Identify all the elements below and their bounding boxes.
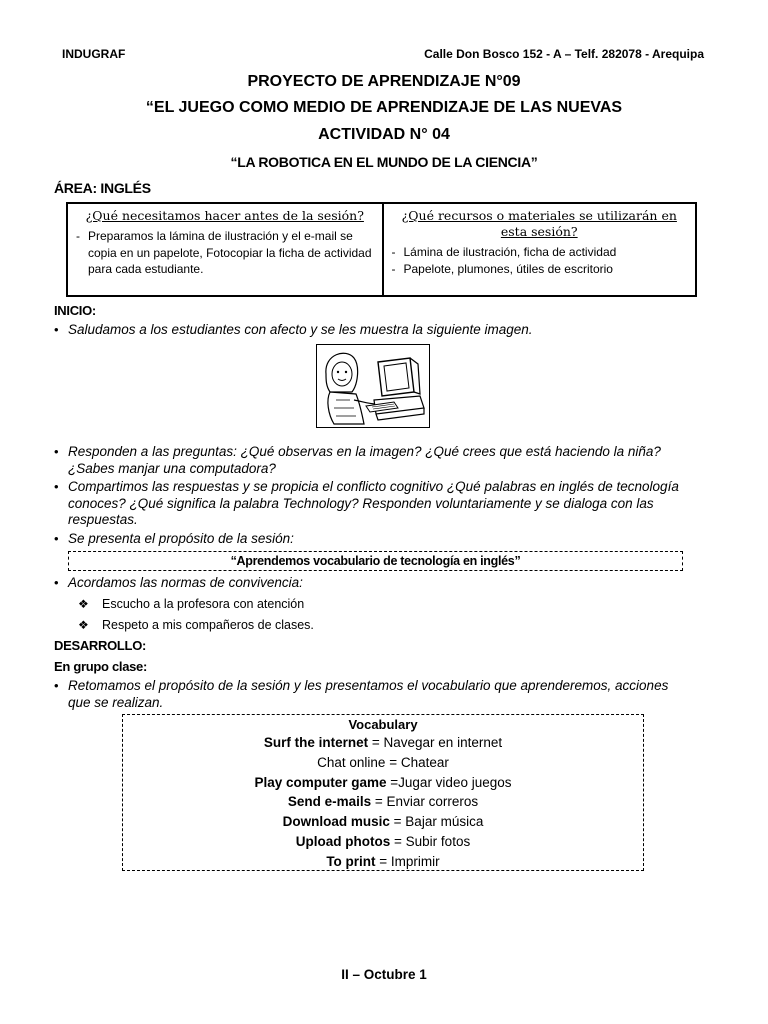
vocabulary-term: Surf the internet [263,735,369,750]
page-footer: II – Octubre 1 [341,967,427,982]
norm-item [78,618,314,632]
bullet-text: Compartimos las respuestas y se propicia el conflicto cognitivo ¿Qué palabras en inglés de tecnología conoces? ¿Qué significa la palabra Technology? Responden voluntariamente y se dialoga con las respuestas. [68,479,679,527]
norm-text: Escucho a la profesora con atención [102,597,305,611]
preparation-table [66,202,697,297]
resources-heading: ¿Qué recursos o materiales se utilizarán en esta sesión? [401,208,677,239]
preparation-item [76,228,374,278]
vocabulary-meaning: =Jugar video juegos [386,774,512,790]
vocabulary-line [123,812,643,832]
desarrollo-heading: DESARROLLO: [54,638,147,653]
vocabulary-meaning: = Imprimir [375,853,440,869]
preparation-heading: ¿Qué necesitamos hacer antes de la sesión? [85,208,364,223]
bullet-dot: • [54,322,59,337]
bullet-text: Saludamos a los estudiantes con afecto y se les muestra la siguiente imagen. [68,322,533,337]
vocabulary-term: Send e-mails [287,794,372,810]
bullet-dot: • [54,479,59,494]
vocabulary-meaning: = Subir fotos [390,833,471,849]
header-address: Calle Don Bosco 152 - A – Telf. 282078 - Arequipa [424,47,704,61]
vocabulary-meaning: = Bajar música [389,814,484,830]
bullet-dot: • [54,575,59,590]
bullet-item [54,444,694,477]
vocabulary-box [122,714,644,871]
project-title: PROYECTO DE APRENDIZAJE N°09 [247,73,521,90]
session-purpose-text: “Aprendemos vocabulario de tecnología en inglés” [230,554,521,568]
session-purpose-box [68,551,683,571]
bullet-text: Acordamos las normas de convivencia: [68,575,303,590]
preparation-item-text: Preparamos la lámina de ilustración y el e-mail se copia en un papelote, Fotocopiar la ficha de actividad para cada estudiante. [88,229,372,276]
vocabulary-line [123,852,643,872]
project-subtitle: “EL JUEGO COMO MEDIO DE APRENDIZAJE DE LAS NUEVAS [145,99,623,116]
bullet-item [54,531,694,548]
area-label: ÁREA: INGLÉS [54,180,151,196]
dash-marker: - [391,245,396,259]
vocabulary-meaning: Chat online = Chatear [317,754,449,770]
resources-item-text: Papelote, plumones, útiles de escritorio [403,261,613,276]
bullet-text: Se presenta el propósito de la sesión: [68,531,294,546]
vocabulary-line [123,773,643,793]
vocabulary-meaning: = Navegar en internet [368,735,503,750]
bullet-item [54,678,694,711]
bullet-text: Retomamos el propósito de la sesión y les presentamos el vocabulario que aprenderemos, acciones que se realizan. [68,678,669,710]
bullet-item [54,575,694,592]
vocabulary-line [123,753,643,773]
resources-item-text: Lámina de ilustración, ficha de actividad [403,245,617,259]
resources-item [392,261,688,278]
vocabulary-line [123,832,643,852]
vocabulary-meaning: = Enviar correros [371,794,479,810]
vocabulary-term: Download music [282,814,390,830]
preparation-cell [68,204,382,295]
activity-number: ACTIVIDAD N° 04 [318,126,450,143]
vocabulary-term: Upload photos [295,833,391,849]
vocabulary-line [123,733,643,753]
bullet-dot: • [54,678,59,693]
bullet-item [54,322,694,339]
girl-computer-illustration [316,344,430,428]
inicio-heading: INICIO: [54,303,96,318]
activity-name: “LA ROBOTICA EN EL MUNDO DE LA CIENCIA” [230,154,538,170]
bullet-dot: • [54,531,59,546]
norm-item [78,597,304,611]
resources-item [392,244,688,261]
header-org: INDUGRAF [62,47,126,61]
girl-computer-drawing [316,344,430,428]
bullet-text: Responden a las preguntas: ¿Qué observas en la imagen? ¿Qué crees que está haciendo la niña? ¿Sabes manjar una computadora? [68,444,661,476]
vocabulary-line [123,792,643,812]
grupo-clase-subheading: En grupo clase: [54,659,148,674]
bullet-item [54,479,694,529]
vocabulary-term: Play computer game [254,774,387,790]
diamond-bullet-icon: ❖ [78,597,89,611]
dash-marker: - [391,261,396,276]
norm-text: Respeto a mis compañeros de clases. [102,618,314,632]
vocabulary-title: Vocabulary [348,717,418,732]
diamond-bullet-icon: ❖ [78,618,89,632]
bullet-dot: • [54,444,59,459]
vocabulary-term: To print [326,853,376,869]
dash-marker: - [76,229,80,243]
resources-cell [382,204,696,295]
